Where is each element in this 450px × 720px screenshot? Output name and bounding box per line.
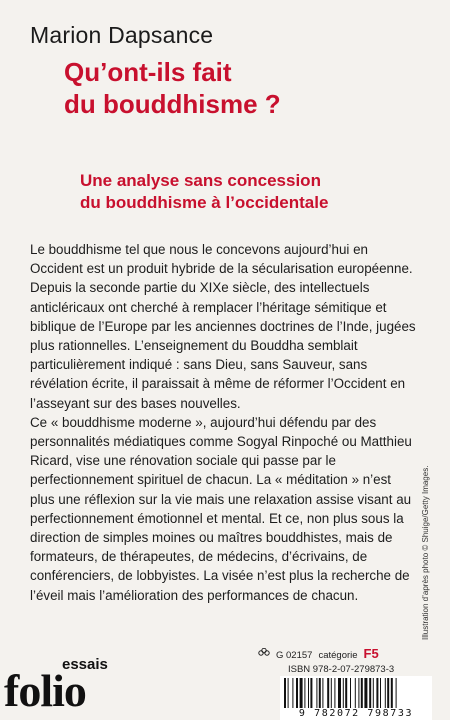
category-code: F5 — [363, 646, 379, 661]
barcode-digits: 9 782072 798733 — [280, 708, 432, 720]
category-label: catégorie — [318, 650, 358, 661]
collection-name: essais — [62, 656, 108, 673]
subtitle-line-2: du bouddhisme à l’occidentale — [80, 193, 329, 212]
barcode-icon — [280, 676, 432, 712]
title-line-1: Qu’ont-ils fait — [64, 57, 232, 87]
blurb-paragraph-3: Ce « bouddhisme moderne », aujourd’hui défendu par des personnalités médiatiques comme Sogyal Rinpoché ou Matthieu Ricard, vise une rénovation sociale qui passe par le perfectionnement spirituel de chacun. La « méditation » n’est plus une réflexion sur la vie mais une relaxation assise visant au perfectionnement émotionnel et mental. Et ce, non plus sous la direction de simples moines ou maîtres bouddhistes, mais de formateurs, de thérapeutes, de médecins, d’écrivains, de conférenciers, de lobbyistes. La visée n’est plus la recherche de l’éveil mais l’amélioration des performances de chacun. — [30, 414, 412, 603]
author-name: Marion Dapsance — [30, 22, 214, 48]
book-subtitle — [80, 170, 328, 214]
blurb-paragraph-1: Le bouddhisme tel que nous le concevons aujourd’hui en Occident est un produit hybride de la sécularisation européenne. — [30, 242, 413, 277]
blurb — [30, 240, 418, 605]
blurb-paragraph-2: Depuis la seconde partie du XIXe siècle, des intellectuels anticléricaux ont cherché à remplacer l’héritage sémitique et biblique de l’Europe par les anciennes doctrines de l’Inde, jugées plus rationnelles. L’enseignement du Bouddha semblait particulièrement indiqué : sans Dieu, sans Sauveur, sans révélation écrite, il paraissait à même de réformer l’Occident en l’asseyant sur des bases nouvelles. — [30, 280, 416, 411]
catalog-code: G 02157 — [276, 650, 313, 661]
illustration-credit: Illustration d’après photo © Shuige/Getty Images. — [421, 465, 430, 640]
title-line-2: du bouddhisme ? — [64, 89, 281, 119]
folio-logo: folio — [4, 665, 86, 716]
catalog-line — [258, 646, 379, 661]
subtitle-line-1: Une analyse sans concession — [80, 171, 321, 190]
isbn: ISBN 978-2-07-279873-3 — [288, 664, 395, 675]
book-title — [64, 56, 281, 120]
publisher-mark-icon — [258, 648, 270, 658]
